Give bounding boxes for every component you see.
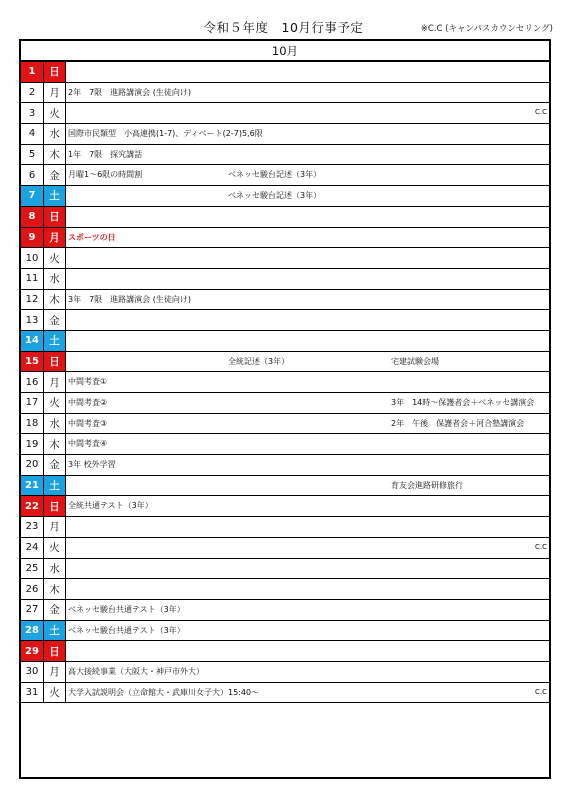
day-row <box>21 559 549 580</box>
day-weekday: 火 <box>44 103 66 123</box>
counseling-marker: C.C <box>534 108 547 117</box>
day-date: 14 <box>21 331 44 351</box>
event-text: 宅建試験会場 <box>391 356 439 366</box>
day-events <box>66 414 549 434</box>
day-date: 1 <box>21 62 44 82</box>
day-row <box>21 517 549 538</box>
day-events <box>66 434 549 454</box>
day-events <box>66 290 549 310</box>
day-date: 26 <box>21 579 44 599</box>
day-date: 12 <box>21 290 44 310</box>
page-title: 令和５年度 10月行事予定 <box>203 20 364 35</box>
day-date: 10 <box>21 248 44 268</box>
counseling-marker: C.C <box>534 542 547 551</box>
day-date: 27 <box>21 600 44 620</box>
day-events <box>66 372 549 392</box>
event-text: 2年 午後 保護者会＋河合塾講演会 <box>391 418 525 428</box>
day-weekday: 月 <box>44 517 66 537</box>
day-events <box>66 538 549 558</box>
event-text: 中間考査② <box>68 398 108 407</box>
day-weekday: 日 <box>44 207 66 227</box>
day-events <box>66 207 549 227</box>
day-events <box>66 83 549 103</box>
day-events <box>66 352 549 372</box>
day-events <box>66 476 549 496</box>
day-date: 6 <box>21 165 44 185</box>
day-events <box>66 310 549 330</box>
day-row <box>21 434 549 455</box>
day-row <box>21 496 549 517</box>
day-date: 31 <box>21 683 44 703</box>
day-weekday: 火 <box>44 538 66 558</box>
day-date: 15 <box>21 352 44 372</box>
day-weekday: 木 <box>44 145 66 165</box>
event-text: 3年 校外学習 <box>68 460 116 470</box>
event-text: ベネッセ駿台記述（3年） <box>228 191 322 201</box>
day-row <box>21 683 549 704</box>
event-text: 月曜1～6限の時間割 <box>68 170 143 180</box>
day-weekday: 金 <box>44 600 66 620</box>
day-row <box>21 248 549 269</box>
day-weekday: 土 <box>44 331 66 351</box>
day-row <box>21 145 549 166</box>
day-events <box>66 641 549 661</box>
day-events <box>66 455 549 475</box>
day-events <box>66 600 549 620</box>
day-date: 5 <box>21 145 44 165</box>
day-weekday: 月 <box>44 372 66 392</box>
event-text: 3年 7限 進路講演会 (生徒向け) <box>68 294 191 304</box>
day-date: 30 <box>21 662 44 682</box>
day-date: 2 <box>21 83 44 103</box>
event-text: 国際市民類型 小高連携(1-7)、ディベート(2-7)5,6限 <box>68 129 263 139</box>
day-row <box>21 83 549 104</box>
day-weekday: 土 <box>44 186 66 206</box>
day-weekday: 火 <box>44 393 66 413</box>
event-text: 高大接続事業（大阪大・神戸市外大） <box>68 666 204 676</box>
day-date: 8 <box>21 207 44 227</box>
day-events <box>66 228 549 248</box>
event-text: ベネッセ駿台共通テスト（3年） <box>68 625 185 635</box>
day-date: 24 <box>21 538 44 558</box>
event-text: 中間考査④ <box>68 439 108 449</box>
counseling-marker: C.C <box>534 687 547 696</box>
day-date: 7 <box>21 186 44 206</box>
day-events <box>66 62 549 82</box>
event-text: 中間考査① <box>68 377 108 387</box>
day-weekday: 土 <box>44 476 66 496</box>
day-weekday: 木 <box>44 579 66 599</box>
day-events <box>66 103 549 123</box>
day-row <box>21 331 549 352</box>
day-row <box>21 62 549 83</box>
day-events <box>66 145 549 165</box>
day-row <box>21 269 549 290</box>
day-row <box>21 352 549 373</box>
day-row <box>21 372 549 393</box>
day-date: 22 <box>21 496 44 516</box>
day-date: 11 <box>21 269 44 289</box>
day-events <box>66 393 549 413</box>
day-weekday: 日 <box>44 352 66 372</box>
day-weekday: 日 <box>44 496 66 516</box>
holiday-label: スポーツの日 <box>68 232 116 242</box>
day-row <box>21 476 549 497</box>
day-date: 9 <box>21 228 44 248</box>
event-text: ベネッセ駿台記述（3年） <box>228 170 322 180</box>
day-date: 17 <box>21 393 44 413</box>
event-text: 1年 7限 探究講話 <box>68 149 143 159</box>
day-weekday: 火 <box>44 248 66 268</box>
day-weekday: 水 <box>44 559 66 579</box>
day-date: 20 <box>21 455 44 475</box>
day-date: 19 <box>21 434 44 454</box>
day-weekday: 金 <box>44 455 66 475</box>
day-weekday: 木 <box>44 290 66 310</box>
day-weekday: 火 <box>44 683 66 703</box>
month-header: 10月 <box>21 41 549 62</box>
day-events <box>66 517 549 537</box>
day-weekday: 土 <box>44 621 66 641</box>
day-events <box>66 579 549 599</box>
day-weekday: 月 <box>44 662 66 682</box>
day-date: 21 <box>21 476 44 496</box>
blank-area <box>21 703 549 790</box>
day-row <box>21 600 549 621</box>
day-rows <box>21 62 549 703</box>
day-weekday: 月 <box>44 228 66 248</box>
day-weekday: 水 <box>44 124 66 144</box>
day-date: 18 <box>21 414 44 434</box>
day-row <box>21 290 549 311</box>
event-text: 中間考査③ <box>68 418 108 428</box>
day-row <box>21 662 549 683</box>
day-weekday: 金 <box>44 165 66 185</box>
day-row <box>21 228 549 249</box>
day-row <box>21 186 549 207</box>
day-row <box>21 103 549 124</box>
cc-note: ※C.C (キャンパスカウンセリング) <box>420 24 553 34</box>
day-row <box>21 165 549 186</box>
day-events <box>66 662 549 682</box>
day-row <box>21 207 549 228</box>
event-text: 2年 7限 進路講演会 (生徒向け) <box>68 87 191 97</box>
day-date: 25 <box>21 559 44 579</box>
day-events <box>66 124 549 144</box>
day-events <box>66 496 549 516</box>
event-text: 3年 14時～保護者会＋ベネッセ講演会 <box>391 398 535 407</box>
day-row <box>21 538 549 559</box>
event-text: 全統記述（3年） <box>228 356 290 366</box>
day-date: 28 <box>21 621 44 641</box>
day-weekday: 金 <box>44 310 66 330</box>
day-weekday: 日 <box>44 62 66 82</box>
event-text: 育友会進路研修旅行 <box>391 480 463 490</box>
day-date: 16 <box>21 372 44 392</box>
day-events <box>66 269 549 289</box>
day-row <box>21 310 549 331</box>
calendar-table <box>19 39 551 779</box>
day-date: 4 <box>21 124 44 144</box>
day-weekday: 木 <box>44 434 66 454</box>
day-date: 13 <box>21 310 44 330</box>
day-row <box>21 124 549 145</box>
day-row <box>21 579 549 600</box>
day-events <box>66 683 549 703</box>
day-events <box>66 186 549 206</box>
event-text: ベネッセ駿台共通テスト（3年） <box>68 604 185 614</box>
day-weekday: 水 <box>44 269 66 289</box>
day-weekday: 日 <box>44 641 66 661</box>
day-row <box>21 641 549 662</box>
day-date: 29 <box>21 641 44 661</box>
day-row <box>21 414 549 435</box>
day-events <box>66 248 549 268</box>
day-row <box>21 393 549 414</box>
day-events <box>66 559 549 579</box>
day-row <box>21 455 549 476</box>
day-events <box>66 621 549 641</box>
day-events <box>66 331 549 351</box>
day-date: 3 <box>21 103 44 123</box>
day-events <box>66 165 549 185</box>
day-row <box>21 621 549 642</box>
day-date: 23 <box>21 517 44 537</box>
event-text: 大学入試説明会（立命館大・武庫川女子大）15:40～ <box>68 687 260 697</box>
day-weekday: 水 <box>44 414 66 434</box>
event-text: 全統共通テスト（3年） <box>68 501 153 511</box>
day-weekday: 月 <box>44 83 66 103</box>
